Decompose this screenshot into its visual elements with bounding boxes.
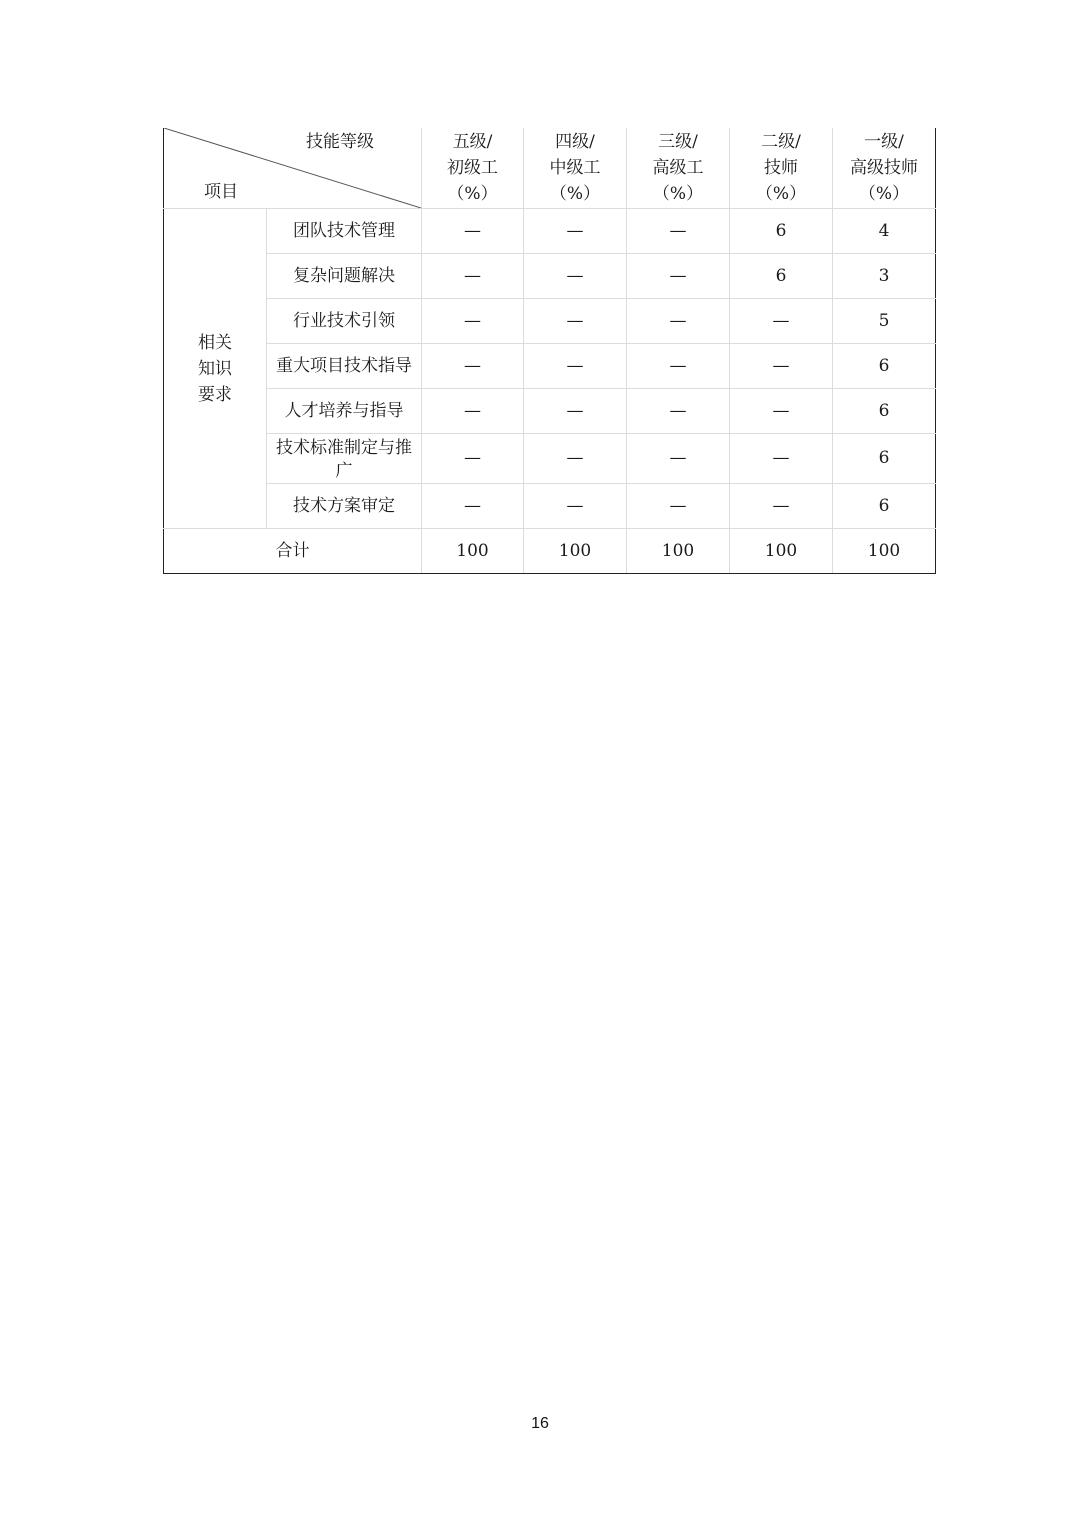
level-header-5: 五级/ 初级工 （%） xyxy=(422,128,524,209)
value-cell: — xyxy=(627,344,730,389)
value-cell: — xyxy=(524,254,627,299)
value-cell: — xyxy=(524,389,627,434)
value-cell: — xyxy=(524,434,627,484)
total-value: 100 xyxy=(833,529,936,574)
value-cell: 6 xyxy=(730,209,833,254)
total-value: 100 xyxy=(422,529,524,574)
level-header-1: 一级/ 高级技师 （%） xyxy=(833,128,936,209)
table-header-row xyxy=(164,128,936,209)
value-cell: 4 xyxy=(833,209,936,254)
value-cell: 6 xyxy=(730,254,833,299)
table-row xyxy=(164,254,936,299)
group-label-cell: 相关 知识 要求 xyxy=(164,209,267,529)
item-name: 重大项目技术指导 xyxy=(267,344,422,389)
item-name: 技术标准制定与推 广 xyxy=(267,434,422,484)
value-cell: 6 xyxy=(833,434,936,484)
value-cell: — xyxy=(422,344,524,389)
table-row xyxy=(164,209,936,254)
value-cell: — xyxy=(422,254,524,299)
total-value: 100 xyxy=(730,529,833,574)
total-row xyxy=(164,529,936,574)
total-value: 100 xyxy=(627,529,730,574)
page-number: 16 xyxy=(531,1415,549,1432)
value-cell: — xyxy=(422,484,524,529)
value-cell: — xyxy=(627,434,730,484)
value-cell: — xyxy=(627,389,730,434)
value-cell: — xyxy=(730,434,833,484)
item-name: 人才培养与指导 xyxy=(267,389,422,434)
item-header: 项目 xyxy=(204,182,238,202)
item-name: 复杂问题解决 xyxy=(267,254,422,299)
value-cell: 6 xyxy=(833,344,936,389)
value-cell: — xyxy=(627,254,730,299)
total-value: 100 xyxy=(524,529,627,574)
value-cell: — xyxy=(524,299,627,344)
level-header-4: 四级/ 中级工 （%） xyxy=(524,128,627,209)
item-name: 团队技术管理 xyxy=(267,209,422,254)
value-cell: — xyxy=(524,484,627,529)
value-cell: — xyxy=(627,299,730,344)
value-cell: — xyxy=(422,389,524,434)
table-row xyxy=(164,389,936,434)
value-cell: 5 xyxy=(833,299,936,344)
value-cell: 6 xyxy=(833,389,936,434)
value-cell: — xyxy=(730,389,833,434)
value-cell: — xyxy=(627,484,730,529)
value-cell: 3 xyxy=(833,254,936,299)
item-name: 行业技术引领 xyxy=(267,299,422,344)
table-row xyxy=(164,299,936,344)
value-cell: — xyxy=(730,344,833,389)
level-header-3: 三级/ 高级工 （%） xyxy=(627,128,730,209)
value-cell: — xyxy=(422,299,524,344)
knowledge-weight-table xyxy=(163,128,936,574)
value-cell: — xyxy=(524,209,627,254)
diagonal-header-cell xyxy=(164,128,422,209)
value-cell: 6 xyxy=(833,484,936,529)
level-header-2: 二级/ 技师 （%） xyxy=(730,128,833,209)
item-name: 技术方案审定 xyxy=(267,484,422,529)
value-cell: — xyxy=(524,344,627,389)
table-row xyxy=(164,344,936,389)
value-cell: — xyxy=(627,209,730,254)
value-cell: — xyxy=(422,434,524,484)
value-cell: — xyxy=(730,484,833,529)
skill-level-header: 技能等级 xyxy=(306,132,374,152)
total-label: 合计 xyxy=(164,529,422,574)
table-row xyxy=(164,484,936,529)
value-cell: — xyxy=(730,299,833,344)
table-row xyxy=(164,434,936,484)
value-cell: — xyxy=(422,209,524,254)
